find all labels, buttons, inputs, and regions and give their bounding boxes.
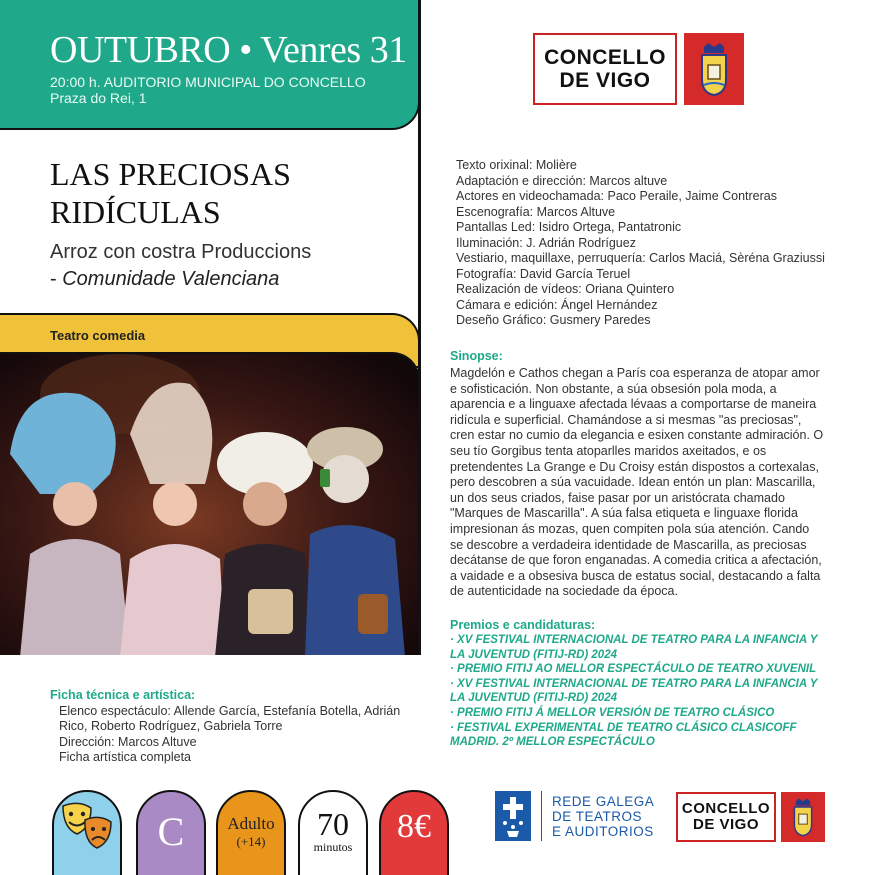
award-item: · PREMIO FITIJ AO MELLOR ESPECTÁCULO DE TEATRO XUVENIL bbox=[450, 663, 817, 676]
duration-unit: minutos bbox=[313, 840, 353, 854]
event-address: Praza do Rei, 1 bbox=[50, 90, 147, 106]
region bbox=[50, 266, 410, 293]
vigo-crest-icon bbox=[684, 33, 744, 105]
award-item: · XV FESTIVAL INTERNACIONAL DE TEATRO PARA LA INFANCIA Y LA JUVENTUD (FITIJ-RD) 2024 bbox=[450, 634, 818, 661]
xunta-cross-icon bbox=[495, 791, 531, 841]
company-name: Arroz con costra Produccions bbox=[50, 241, 312, 263]
credit-line: Vestiario, maquillaxe, perruquería: Carlos Maciá, Sèréna Graziussi bbox=[456, 251, 825, 265]
date-header bbox=[0, 0, 420, 130]
genre-label: Teatro comedia bbox=[50, 328, 146, 343]
rating-badge bbox=[136, 790, 206, 875]
theatre-masks-badge bbox=[52, 790, 122, 875]
logo-line2: DE VIGO bbox=[692, 816, 759, 833]
credit-line: Actores en videochamada: Paco Peraile, Jaime Contreras bbox=[456, 189, 777, 203]
network-line1: REDE GALEGA bbox=[552, 793, 655, 809]
price-badge bbox=[379, 790, 449, 875]
logo-line1: CONCELLO bbox=[544, 46, 666, 69]
award-item: · FESTIVAL EXPERIMENTAL DE TEATRO CLÁSICO CLASICOFF MADRID. 2º MELLOR ESPECTÁCULO bbox=[450, 721, 797, 749]
network-line2: DE TEATROS bbox=[552, 808, 643, 824]
credit-line: Pantallas Led: Isidro Ortega, Pantatronic bbox=[456, 220, 682, 234]
award-item: · PREMIO FITIJ Á MELLOR VERSIÓN DE TEATRO CLÁSICO bbox=[450, 706, 775, 719]
show-title-block bbox=[50, 155, 410, 293]
credits-list bbox=[456, 158, 828, 329]
logo-line1: CONCELLO bbox=[681, 800, 771, 817]
cast-list: Elenco espectáculo: Allende García, Estefanía Botella, Adrián Rico, Roberto Rodríguez, Gabriela Torre bbox=[59, 703, 401, 733]
synopsis-heading: Sinopse: bbox=[450, 349, 503, 363]
credit-line: Realización de vídeos: Oriana Quintero bbox=[456, 282, 675, 296]
duration-badge bbox=[298, 790, 368, 875]
rating-value: C bbox=[157, 809, 185, 854]
price-value: 8€ bbox=[397, 808, 431, 845]
technical-sheet bbox=[50, 688, 420, 766]
direction-credit: Dirección: Marcos Altuve bbox=[59, 734, 197, 749]
synopsis-text: Magdelón e Cathos chegan a París coa esperanza de atopar amor e sofisticación. Non obstante, a súa obsesión pola moda, a aparencia e a linguaxe afectada lévaas a comportarse de maneira ridícula e superficial. Chamándose a si mesmas "as preciosas", cren estar no cumio da elegancia e esixen constante admiración. O seu tío Gorgibus tenta atoparlles maridos axeitados, e os pretendentes La Grange e Du Croisy están dispostos a cortexalas, pero descobren a súa vacuidade. Idean entón un plan: Mascarilla, un dos seus criados, faise pasar por un aristócrata chamado "Marques de Mascarilla". A súa falsa etiqueta e linguaxe florida impresionan ás mozas, quen compiten pola súa atención. Cando se descobre a verdadeira identidade de Mascarilla, as preciosas decátanse de que foron enganadas. A comedia critica a afectación, a vaidade e a obsesiva busca de estatus social, destacando a falta de autenticidade na sociedade da época. bbox=[450, 366, 824, 599]
show-title-line1: LAS PRECIOSAS bbox=[50, 156, 291, 192]
credit-line: Iluminación: J. Adrián Rodríguez bbox=[456, 235, 636, 250]
show-photo-illustration bbox=[0, 354, 420, 655]
technical-sheet-heading: Ficha técnica e artística: bbox=[50, 688, 196, 702]
show-title-line2: RIDÍCULAS bbox=[50, 194, 221, 230]
age-badge bbox=[216, 790, 286, 875]
event-date: OUTUBRO • Venres 31 bbox=[50, 29, 407, 71]
network-line3: E AUDITORIOS bbox=[552, 823, 654, 839]
credit-line: Deseño Gráfico: Gusmery Paredes bbox=[456, 313, 651, 327]
show-photo bbox=[0, 352, 420, 655]
theatre-masks-icon bbox=[57, 798, 117, 858]
credit-line: Texto orixinal: Molière bbox=[456, 158, 577, 172]
rede-galega-logo bbox=[495, 791, 654, 841]
awards-list bbox=[450, 633, 825, 750]
duration-value: 70 bbox=[317, 806, 349, 842]
vigo-crest-icon bbox=[781, 792, 825, 842]
credit-line: Fotografía: David García Teruel bbox=[456, 266, 631, 281]
age-label: Adulto bbox=[227, 814, 275, 833]
event-time-venue: 20:00 h. AUDITORIO MUNICIPAL DO CONCELLO bbox=[50, 74, 366, 90]
region-prefix: - bbox=[50, 268, 63, 290]
region-name: Comunidade Valenciana bbox=[62, 268, 280, 290]
age-range: (+14) bbox=[236, 834, 266, 849]
network-name bbox=[552, 794, 654, 839]
credit-line: Adaptación e dirección: Marcos altuve bbox=[456, 173, 668, 188]
credit-line: Cámara e edición: Ángel Hernández bbox=[456, 297, 658, 312]
credit-line: Escenografía: Marcos Altuve bbox=[456, 204, 616, 219]
concello-vigo-wordmark-small bbox=[676, 792, 776, 842]
concello-vigo-wordmark bbox=[533, 33, 677, 105]
logo-line2: DE VIGO bbox=[559, 69, 651, 92]
awards-heading: Premios e candidaturas: bbox=[450, 618, 596, 632]
logo-divider bbox=[541, 791, 542, 841]
full-cast-link[interactable]: Ficha artística completa bbox=[59, 750, 191, 764]
award-item: · XV FESTIVAL INTERNACIONAL DE TEATRO PARA LA INFANCIA Y LA JUVENTUD (FITIJ-RD) 2024 bbox=[450, 677, 818, 705]
